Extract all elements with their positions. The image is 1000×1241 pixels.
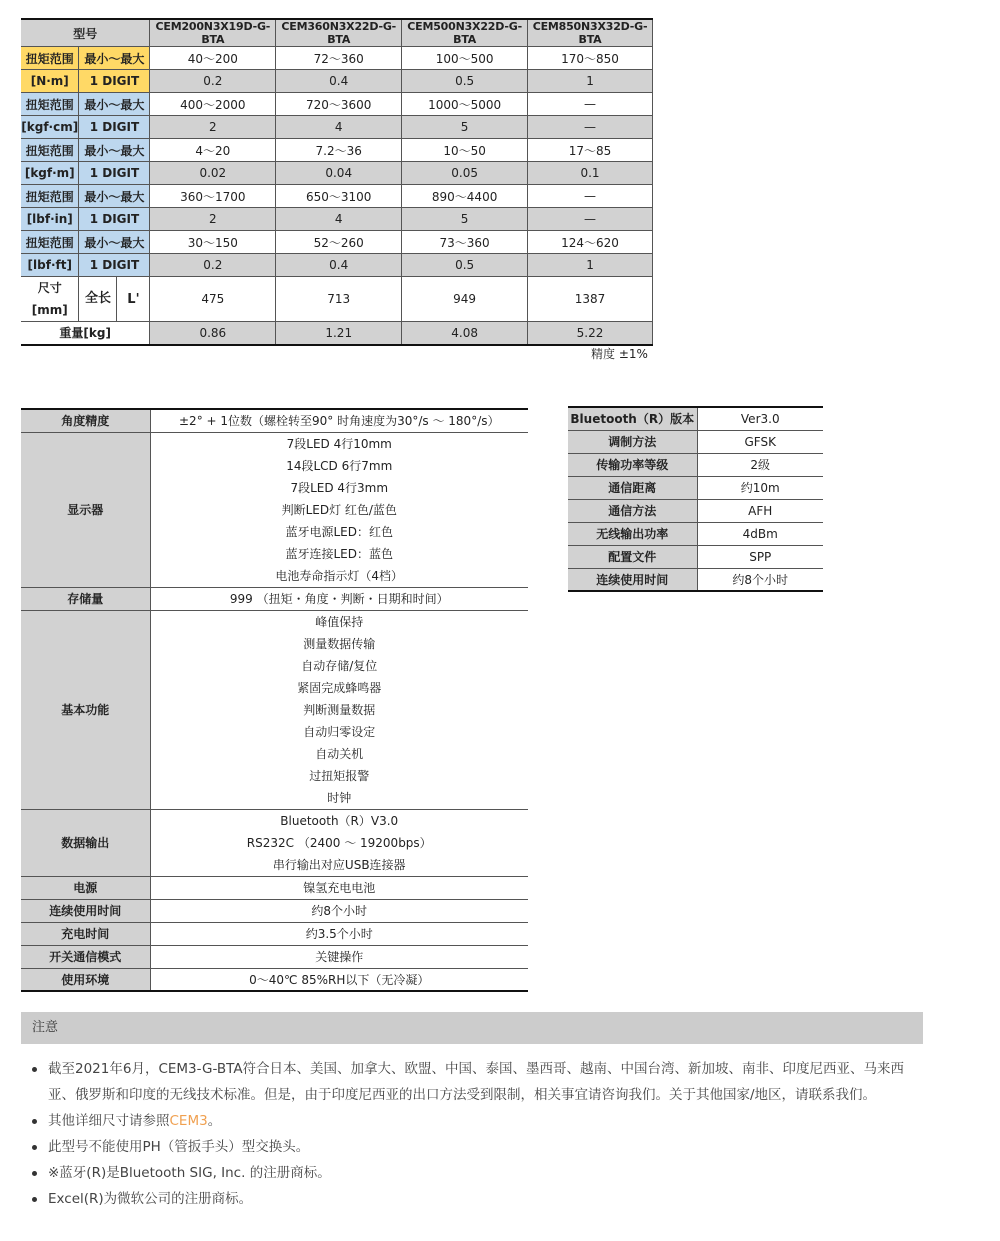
- digit-value: 0.05: [402, 162, 528, 185]
- feature-row: [21, 876, 528, 899]
- feature-value: 关键操作: [150, 945, 528, 968]
- torque-range-row: [21, 231, 653, 254]
- basic-function-label: 基本功能: [21, 610, 150, 809]
- function-line: 自动关机: [315, 746, 364, 761]
- output-line: RS232C （2400 ～ 19200bps）: [246, 835, 432, 850]
- size-label: [21, 277, 79, 322]
- torque-range-label: 扭矩范围: [21, 139, 79, 162]
- size-title: 尺寸: [37, 281, 62, 295]
- bullet-icon: [32, 1171, 37, 1176]
- bluetooth-label: 调制方法: [568, 430, 697, 453]
- display-line: 14段LCD 6行7mm: [286, 458, 393, 473]
- note-text: 。: [207, 1113, 222, 1129]
- bluetooth-value: 2级: [697, 453, 823, 476]
- digit-row: [21, 70, 653, 93]
- display-line: 蓝牙连接LED：蓝色: [285, 546, 393, 561]
- function-line: 测量数据传输: [303, 636, 376, 651]
- full-length-label: 全长: [79, 277, 117, 321]
- length-symbol: L': [127, 291, 140, 307]
- torque-range-label: 扭矩范围: [21, 47, 79, 70]
- torque-range-label: 扭矩范围: [21, 231, 79, 254]
- bluetooth-row: [568, 499, 823, 522]
- range-value: 400～2000: [150, 93, 276, 116]
- output-line: Bluetooth（R）V3.0: [280, 813, 399, 828]
- bluetooth-row: [568, 545, 823, 568]
- accuracy-note: 精度 ±1%: [591, 347, 648, 361]
- min-max-label: 最小～最大: [79, 231, 150, 254]
- weight-value: 1.21: [276, 322, 402, 345]
- function-line: 自动存储/复位: [301, 658, 378, 673]
- note-text: 此型号不能使用PH（管扳手头）型交换头。: [48, 1139, 310, 1155]
- range-value: 40～200: [150, 47, 276, 70]
- min-max-label: 最小～最大: [79, 47, 150, 70]
- digit-value: 2: [150, 116, 276, 139]
- feature-value: 约3.5个小时: [150, 922, 528, 945]
- data-output-label: 数据输出: [21, 809, 150, 876]
- min-max-label: 最小～最大: [79, 93, 150, 116]
- basic-function-value: [150, 610, 528, 809]
- torque-range-row: [21, 47, 653, 70]
- bluetooth-label: Bluetooth（R）版本: [568, 407, 697, 430]
- note-item: [30, 1056, 910, 1108]
- bluetooth-label: 传输功率等级: [568, 453, 697, 476]
- bluetooth-label: 配置文件: [568, 545, 697, 568]
- size-unit: [mm]: [31, 303, 68, 317]
- feature-row: [21, 899, 528, 922]
- weight-row: [21, 322, 653, 345]
- torque-range-label: 扭矩范围: [21, 93, 79, 116]
- notes-list: [30, 1056, 910, 1212]
- display-value: [150, 432, 528, 587]
- torque-range-label: 扭矩范围: [21, 185, 79, 208]
- cem3-link[interactable]: CEM3: [169, 1113, 208, 1129]
- range-value: 100～500: [402, 47, 528, 70]
- min-max-label: 最小～最大: [79, 139, 150, 162]
- range-value: 7.2～36: [276, 139, 402, 162]
- feature-value: 镍氢充电电池: [150, 876, 528, 899]
- range-value: 360～1700: [150, 185, 276, 208]
- range-value: 4～20: [150, 139, 276, 162]
- digit-value: 0.4: [276, 254, 402, 277]
- memory-label: 存储量: [21, 587, 150, 610]
- bluetooth-label: 通信距离: [568, 476, 697, 499]
- model-name: CEM360N3X22D-G-BTA: [276, 19, 402, 47]
- digit-label: 1 DIGIT: [79, 70, 150, 93]
- bluetooth-row: [568, 407, 823, 430]
- digit-value: —: [528, 208, 653, 231]
- notes-title: 注意: [21, 1012, 923, 1044]
- feature-value: 0～40℃ 85%RH以下（无冷凝）: [150, 968, 528, 991]
- min-max-label: 最小～最大: [79, 185, 150, 208]
- weight-value: 4.08: [402, 322, 528, 345]
- digit-value: 5: [402, 116, 528, 139]
- range-value: —: [528, 93, 653, 116]
- range-value: 73～360: [402, 231, 528, 254]
- range-value: 10～50: [402, 139, 528, 162]
- torque-range-row: [21, 93, 653, 116]
- bluetooth-value: 约8个小时: [697, 568, 823, 591]
- bluetooth-label: 无线输出功率: [568, 522, 697, 545]
- display-label: 显示器: [21, 432, 150, 587]
- digit-value: 5: [402, 208, 528, 231]
- function-line: 峰值保持: [315, 614, 364, 629]
- range-value: 720～3600: [276, 93, 402, 116]
- data-output-value: [150, 809, 528, 876]
- feature-row: [21, 922, 528, 945]
- feature-label: 使用环境: [21, 968, 150, 991]
- memory-value: 999 （扭矩・角度・判断・日期和时间）: [150, 587, 528, 610]
- bluetooth-row: [568, 453, 823, 476]
- range-value: 650～3100: [276, 185, 402, 208]
- note-item: [30, 1134, 910, 1160]
- note-text: 截至2021年6月，CEM3-G-BTA符合日本、美国、加拿大、欧盟、中国、泰国、墨西哥、越南、中国台湾、新加坡、南非、印度尼西亚、马来西亚、俄罗斯和印度的无线技术标准。但是，由于印度尼西亚的出口方法受到限制，相关事宜请咨询我们。关于其他国家/地区，请联系我们。: [48, 1061, 905, 1103]
- range-value: 52～260: [276, 231, 402, 254]
- angle-accuracy-label: 角度精度: [21, 409, 150, 432]
- note-item: [30, 1108, 910, 1134]
- size-value: 475: [150, 277, 276, 322]
- digit-row: [21, 116, 653, 139]
- display-line: 判断LED灯 红色/蓝色: [281, 502, 397, 517]
- digit-value: 0.04: [276, 162, 402, 185]
- note-item: [30, 1160, 910, 1186]
- note-item: [30, 1186, 910, 1212]
- model-name: CEM200N3X19D-G-BTA: [150, 19, 276, 47]
- digit-value: 0.02: [150, 162, 276, 185]
- unit-label: [kgf·cm]: [21, 116, 79, 139]
- range-value: —: [528, 185, 653, 208]
- output-line: 串行输出对应USB连接器: [272, 857, 406, 872]
- digit-label: 1 DIGIT: [79, 116, 150, 139]
- size-value: 713: [276, 277, 402, 322]
- size-value: 1387: [528, 277, 653, 322]
- display-line: 蓝牙电源LED：红色: [285, 524, 393, 539]
- bluetooth-row: [568, 568, 823, 591]
- bluetooth-value: Ver3.0: [697, 407, 823, 430]
- bluetooth-row: [568, 522, 823, 545]
- bullet-icon: [32, 1119, 37, 1124]
- size-row: [21, 277, 653, 322]
- unit-label: [lbf·ft]: [21, 254, 79, 277]
- display-line: 7段LED 4行3mm: [290, 480, 389, 495]
- spec-header-row: [21, 19, 653, 47]
- bluetooth-row: [568, 476, 823, 499]
- digit-value: 0.5: [402, 70, 528, 93]
- bluetooth-value: SPP: [697, 545, 823, 568]
- spec-table: [21, 18, 653, 346]
- weight-value: 0.86: [150, 322, 276, 345]
- note-text: ※蓝牙(R)是Bluetooth SIG, Inc. 的注册商标。: [48, 1165, 331, 1181]
- model-name: CEM500N3X22D-G-BTA: [402, 19, 528, 47]
- bullet-icon: [32, 1197, 37, 1202]
- weight-label: 重量[kg]: [21, 322, 150, 345]
- bluetooth-table: [568, 406, 823, 592]
- digit-value: 1: [528, 70, 653, 93]
- function-line: 自动归零设定: [303, 724, 376, 739]
- unit-label: [kgf·m]: [21, 162, 79, 185]
- feature-row: [21, 587, 528, 610]
- feature-table: [21, 408, 528, 992]
- size-value: 949: [402, 277, 528, 322]
- feature-label: 充电时间: [21, 922, 150, 945]
- digit-value: 2: [150, 208, 276, 231]
- bluetooth-value: GFSK: [697, 430, 823, 453]
- bullet-icon: [32, 1145, 37, 1150]
- torque-range-row: [21, 185, 653, 208]
- digit-row: [21, 162, 653, 185]
- function-line: 时钟: [327, 790, 352, 805]
- function-line: 紧固完成蜂鸣器: [297, 680, 382, 695]
- range-value: 72～360: [276, 47, 402, 70]
- digit-value: 0.2: [150, 70, 276, 93]
- size-sub: [79, 277, 150, 322]
- feature-row: [21, 610, 528, 809]
- bluetooth-value: AFH: [697, 499, 823, 522]
- digit-label: 1 DIGIT: [79, 208, 150, 231]
- range-value: 17～85: [528, 139, 653, 162]
- model-label: 型号: [21, 19, 150, 47]
- bluetooth-row: [568, 430, 823, 453]
- unit-label: [lbf·in]: [21, 208, 79, 231]
- range-value: 890～4400: [402, 185, 528, 208]
- digit-value: —: [528, 116, 653, 139]
- display-line: 7段LED 4行10mm: [286, 436, 392, 451]
- bluetooth-value: 4dBm: [697, 522, 823, 545]
- digit-value: 0.4: [276, 70, 402, 93]
- feature-value: 约8个小时: [150, 899, 528, 922]
- digit-row: [21, 254, 653, 277]
- bluetooth-value: 约10m: [697, 476, 823, 499]
- function-line: 过扭矩报警: [309, 768, 370, 783]
- digit-row: [21, 208, 653, 231]
- feature-label: 电源: [21, 876, 150, 899]
- display-line: 电池寿命指示灯（4档）: [275, 568, 404, 583]
- range-value: 170～850: [528, 47, 653, 70]
- note-text: Excel(R)为微软公司的注册商标。: [48, 1191, 253, 1207]
- feature-label: 开关通信模式: [21, 945, 150, 968]
- digit-value: 4: [276, 116, 402, 139]
- range-value: 30～150: [150, 231, 276, 254]
- angle-accuracy-value: ±2° + 1位数（螺栓转至90° 时角速度为30°/s ～ 180°/s）: [150, 409, 528, 432]
- range-value: 124～620: [528, 231, 653, 254]
- digit-label: 1 DIGIT: [79, 254, 150, 277]
- torque-range-row: [21, 139, 653, 162]
- weight-value: 5.22: [528, 322, 653, 345]
- digit-value: 0.1: [528, 162, 653, 185]
- bluetooth-label: 连续使用时间: [568, 568, 697, 591]
- feature-row: [21, 409, 528, 432]
- note-text: 其他详细尺寸请参照: [48, 1113, 170, 1129]
- bluetooth-label: 通信方法: [568, 499, 697, 522]
- digit-value: 0.5: [402, 254, 528, 277]
- digit-label: 1 DIGIT: [79, 162, 150, 185]
- feature-row: [21, 809, 528, 876]
- unit-label: [N·m]: [21, 70, 79, 93]
- bullet-icon: [32, 1067, 37, 1072]
- range-value: 1000～5000: [402, 93, 528, 116]
- feature-label: 连续使用时间: [21, 899, 150, 922]
- digit-value: 0.2: [150, 254, 276, 277]
- digit-value: 4: [276, 208, 402, 231]
- feature-row: [21, 945, 528, 968]
- feature-row: [21, 968, 528, 991]
- digit-value: 1: [528, 254, 653, 277]
- model-name: CEM850N3X32D-G-BTA: [528, 19, 653, 47]
- feature-row: [21, 432, 528, 587]
- function-line: 判断测量数据: [303, 702, 376, 717]
